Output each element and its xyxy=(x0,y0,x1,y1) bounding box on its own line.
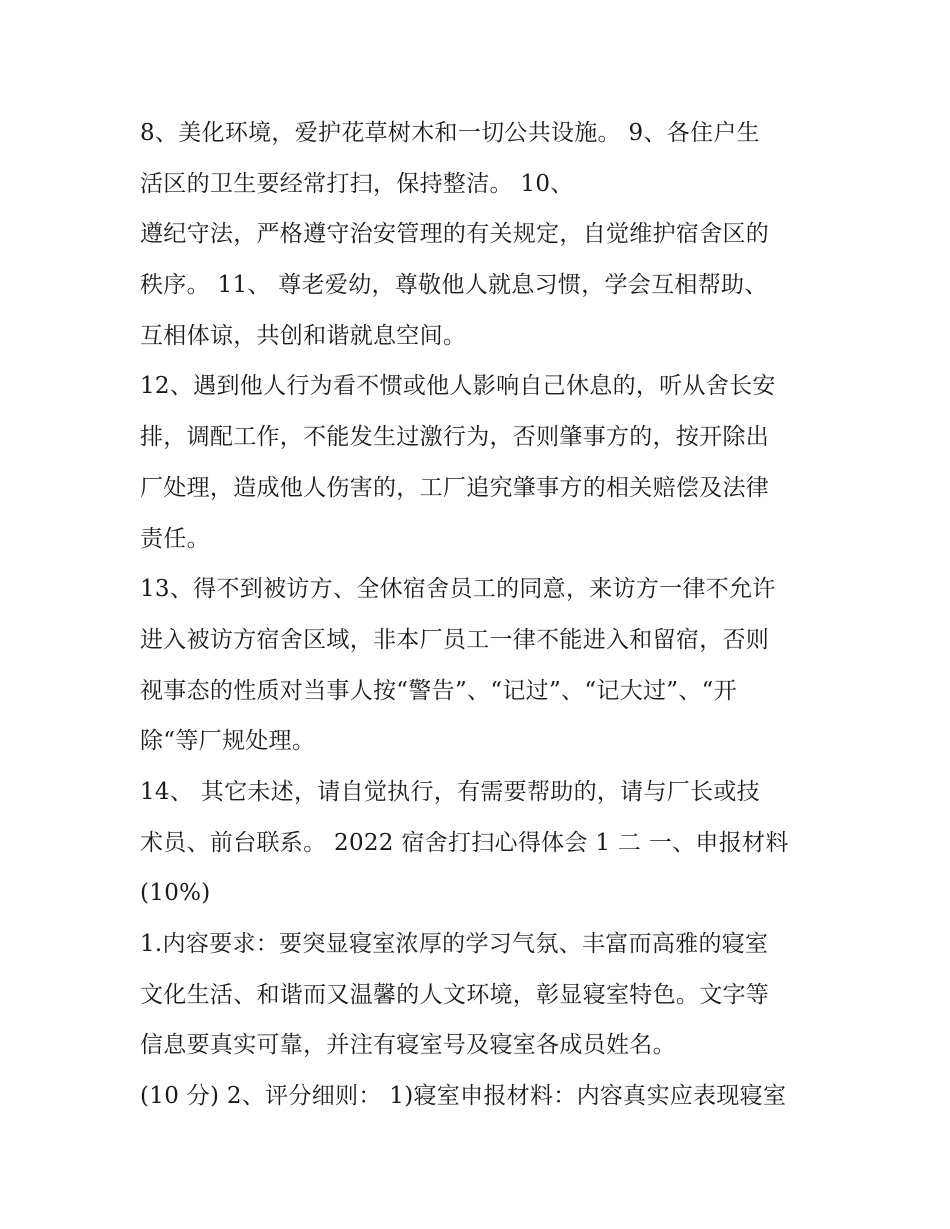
text-line: 排，调配工作，不能发生过激行为，否则肇事方的，按开除出 xyxy=(140,424,770,451)
text-line: 信息要真实可靠，并注有寝室号及寝室各成员姓名。 xyxy=(140,1032,676,1059)
text-line: 12、遇到他人行为看不惯或他人影响自己休息的，听从舍长安 xyxy=(140,373,776,400)
text-line: 责任。 xyxy=(140,525,210,552)
document-text xyxy=(140,108,830,1122)
text-line: 进入被访方宿舍区域，非本厂员工一律不能进入和留宿，否则 xyxy=(140,626,770,653)
text-line: 14、 其它未述，请自觉执行，有需要帮助的，请与厂长或技 xyxy=(140,778,760,805)
text-line: 活区的卫生要经常打扫，保持整洁。 10、 xyxy=(140,170,574,197)
text-line: 13、得不到被访方、全休宿舍员工的同意，来访方一律不允许 xyxy=(140,576,776,603)
text-line: 遵纪守法，严格遵守治安管理的有关规定，自觉维护宿舍区的 xyxy=(140,221,770,248)
text-line: (10 分) 2、评分细则： 1)寝室申报材料：内容真实应表现寝室 xyxy=(140,1083,787,1110)
text-line: 文化生活、和谐而又温馨的人文环境，彰显寝室特色。文字等 xyxy=(140,981,770,1008)
text-line: 1.内容要求：要突显寝室浓厚的学习气氛、丰富而高雅的寝室 xyxy=(140,931,769,957)
text-line: 8、美化环境，爱护花草树木和一切公共设施。 9、各住户生 xyxy=(140,120,760,146)
text-line: 除“等厂规处理。 xyxy=(140,728,316,755)
text-line: 厂处理，造成他人伤害的，工厂追究肇事方的相关赔偿及法律 xyxy=(140,474,770,501)
text-line: 秩序。 11、 尊老爱幼，尊敬他人就息习惯，学会互相帮助、 xyxy=(140,272,768,299)
text-line: 术员、前台联系。 2022 宿舍打扫心得体会 1 二 一、申报材料 xyxy=(140,829,789,856)
text-line: 互相体谅，共创和谐就息空间。 xyxy=(140,322,467,349)
text-line: (10%) xyxy=(140,880,211,907)
text-line: 视事态的性质对当事人按“警告”、“记过”、“记大过”、“开 xyxy=(140,677,738,704)
